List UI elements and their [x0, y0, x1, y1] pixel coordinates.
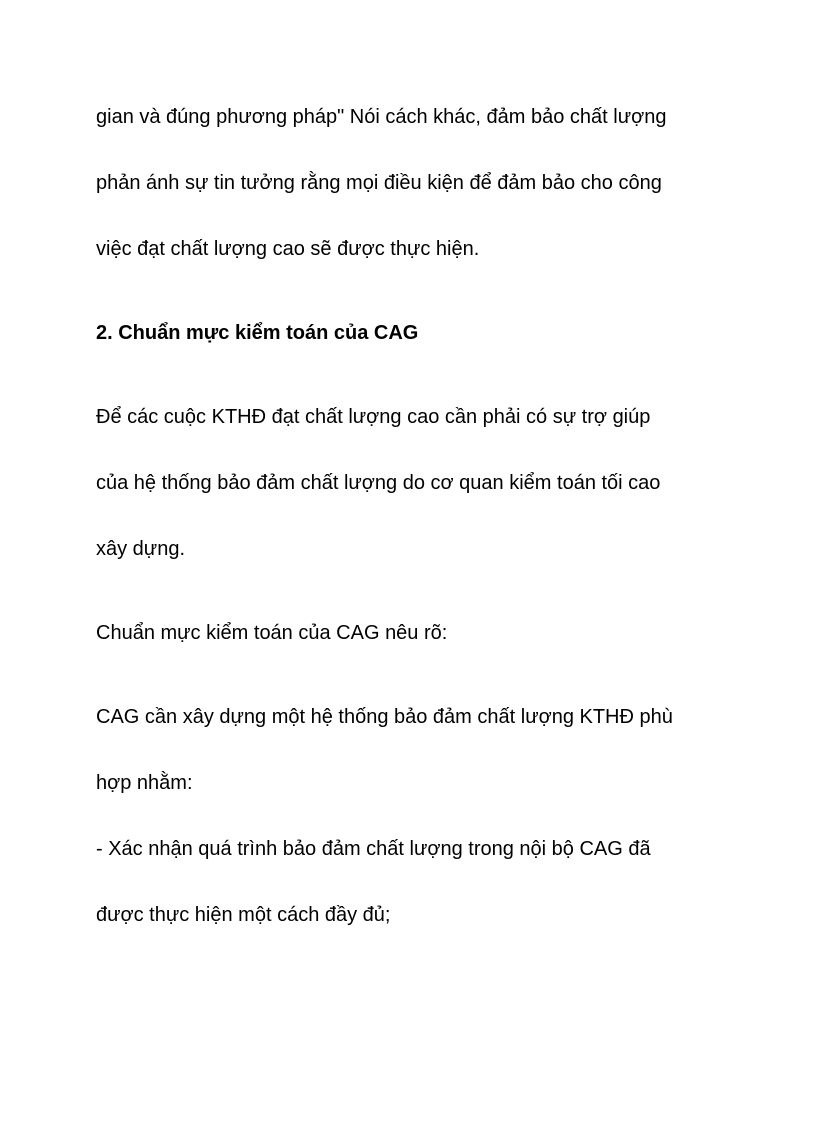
paragraph-line: CAG cần xây dựng một hệ thống bảo đảm chất lượng KTHĐ phù [96, 706, 673, 728]
paragraph-line: của hệ thống bảo đảm chất lượng do cơ quan kiểm toán tối cao [96, 472, 661, 494]
paragraph-line: gian và đúng phương pháp" Nói cách khác, đảm bảo chất lượng [96, 106, 667, 128]
bullet-line: được thực hiện một cách đầy đủ; [96, 904, 391, 926]
paragraph-line: hợp nhằm: [96, 772, 193, 794]
paragraph-line: phản ánh sự tin tưởng rằng mọi điều kiện để đảm bảo cho công [96, 172, 662, 194]
section-heading: 2. Chuẩn mực kiểm toán của CAG [96, 322, 419, 344]
paragraph-line: Để các cuộc KTHĐ đạt chất lượng cao cần phải có sự trợ giúp [96, 406, 651, 428]
paragraph-line: Chuẩn mực kiểm toán của CAG nêu rõ: [96, 622, 448, 644]
bullet-line: - Xác nhận quá trình bảo đảm chất lượng trong nội bộ CAG đã [96, 838, 651, 860]
paragraph-line: xây dựng. [96, 538, 185, 560]
paragraph-line: việc đạt chất lượng cao sẽ được thực hiện. [96, 238, 480, 260]
